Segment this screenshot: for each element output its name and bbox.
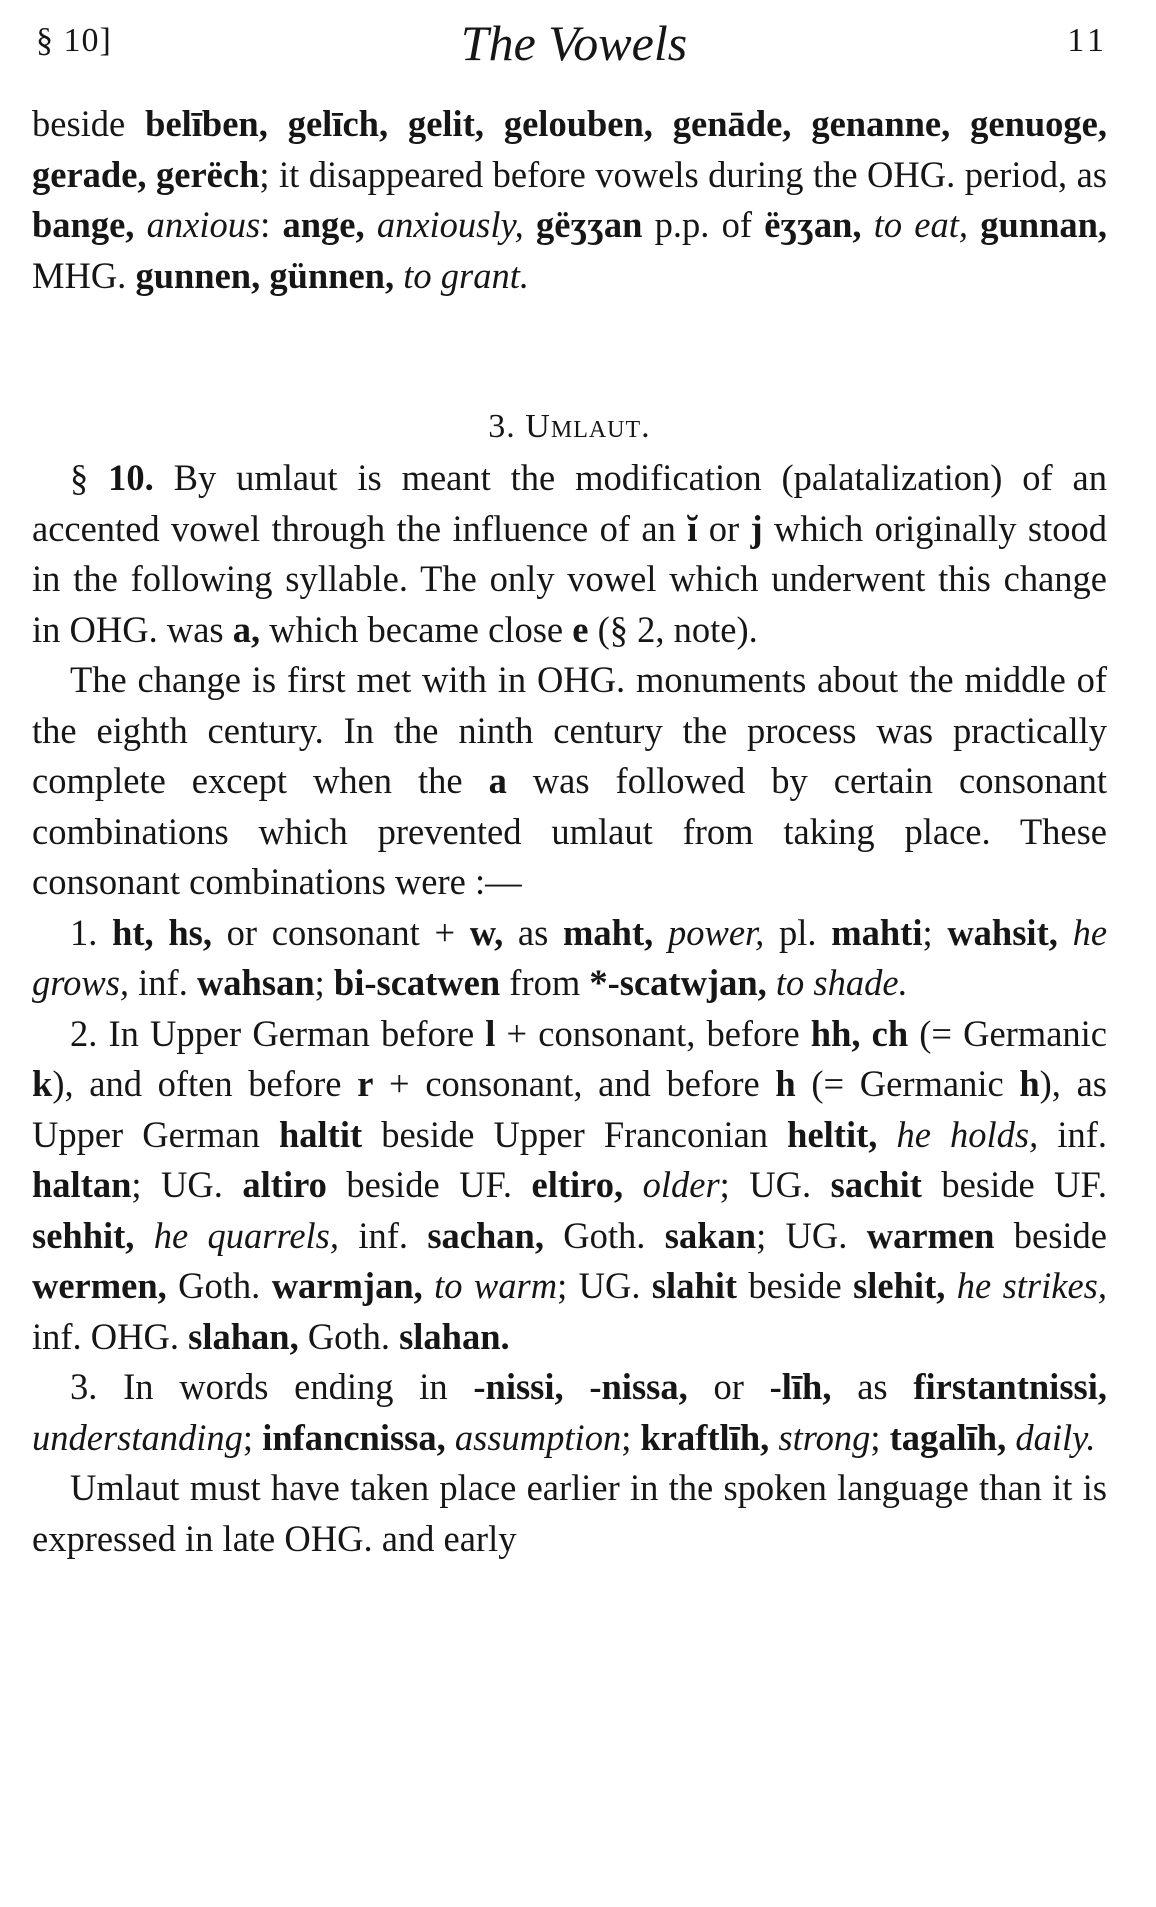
section-title: Umlaut.	[525, 408, 651, 445]
running-header	[32, 6, 1116, 76]
section-heading	[32, 301, 1107, 453]
list-item-1: 1. ht, hs, or consonant + w, as maht, power, pl. mahti; wahsit, he grows, inf. wahsan; bi-scatwen from *-scatwjan, to shade.	[32, 911, 1108, 1003]
paragraph-10: § 10. By umlaut is meant the modification (palatalization) of an accented vowel through the influence of an ĭ or j which originally stood in the following syllable. The only vowel which underwent this change in OHG. was a, which became close e (§ 2, note).	[32, 457, 1108, 650]
page-number: 11	[1067, 22, 1108, 59]
paragraph-final: Umlaut must have taken place earlier in the spoken language than it is expressed in late OHG. and early	[32, 1467, 1107, 1559]
list-item-3: 3. In words ending in -nissi, -nissa, or -līh, as firstantnissi, understanding; infancnissa, assumption; kraftlīh, strong; tagalīh, daily.	[32, 1366, 1108, 1458]
list-item-2: 2. In Upper German before l + consonant, before hh, ch (= Germanic k), and often before r + consonant, and before h (= Germanic h), as Upper German haltit beside Upper Franconian heltit, he holds, inf. haltan; UG. altiro beside UF. eltiro, older; UG. sachit beside UF. sehhit, he quarrels, inf. sachan, Goth. sakan; UG. warmen beside wermen, Goth. warmjan, to warm; UG. slahit beside slehit, he strikes, inf. OHG. slahan, Goth. slahan.	[32, 1012, 1108, 1357]
paragraph-change: The change is first met with in OHG. monuments about the middle of the eighth century. In the ninth century the process was practically complete except when the a was followed by certain consonant combinations which prevented umlaut from taking place. These consonant combinations were :—	[32, 659, 1108, 902]
page-body	[32, 99, 1107, 1564]
section-number: 3.	[488, 408, 516, 445]
header-title: The Vowels	[460, 15, 688, 71]
continued-paragraph: beside belīben, gelīch, gelit, gelouben, genāde, genanne, genuoge, gerade, gerëch; it disappeared before vowels during the OHG. period, as bange, anxious: ange, anxiously, gëʒʒan p.p. of ëʒʒan, to eat, gunnan, MHG. gunnen, günnen, to grant.	[32, 103, 1108, 296]
header-section-ref: § 10]	[36, 22, 112, 59]
